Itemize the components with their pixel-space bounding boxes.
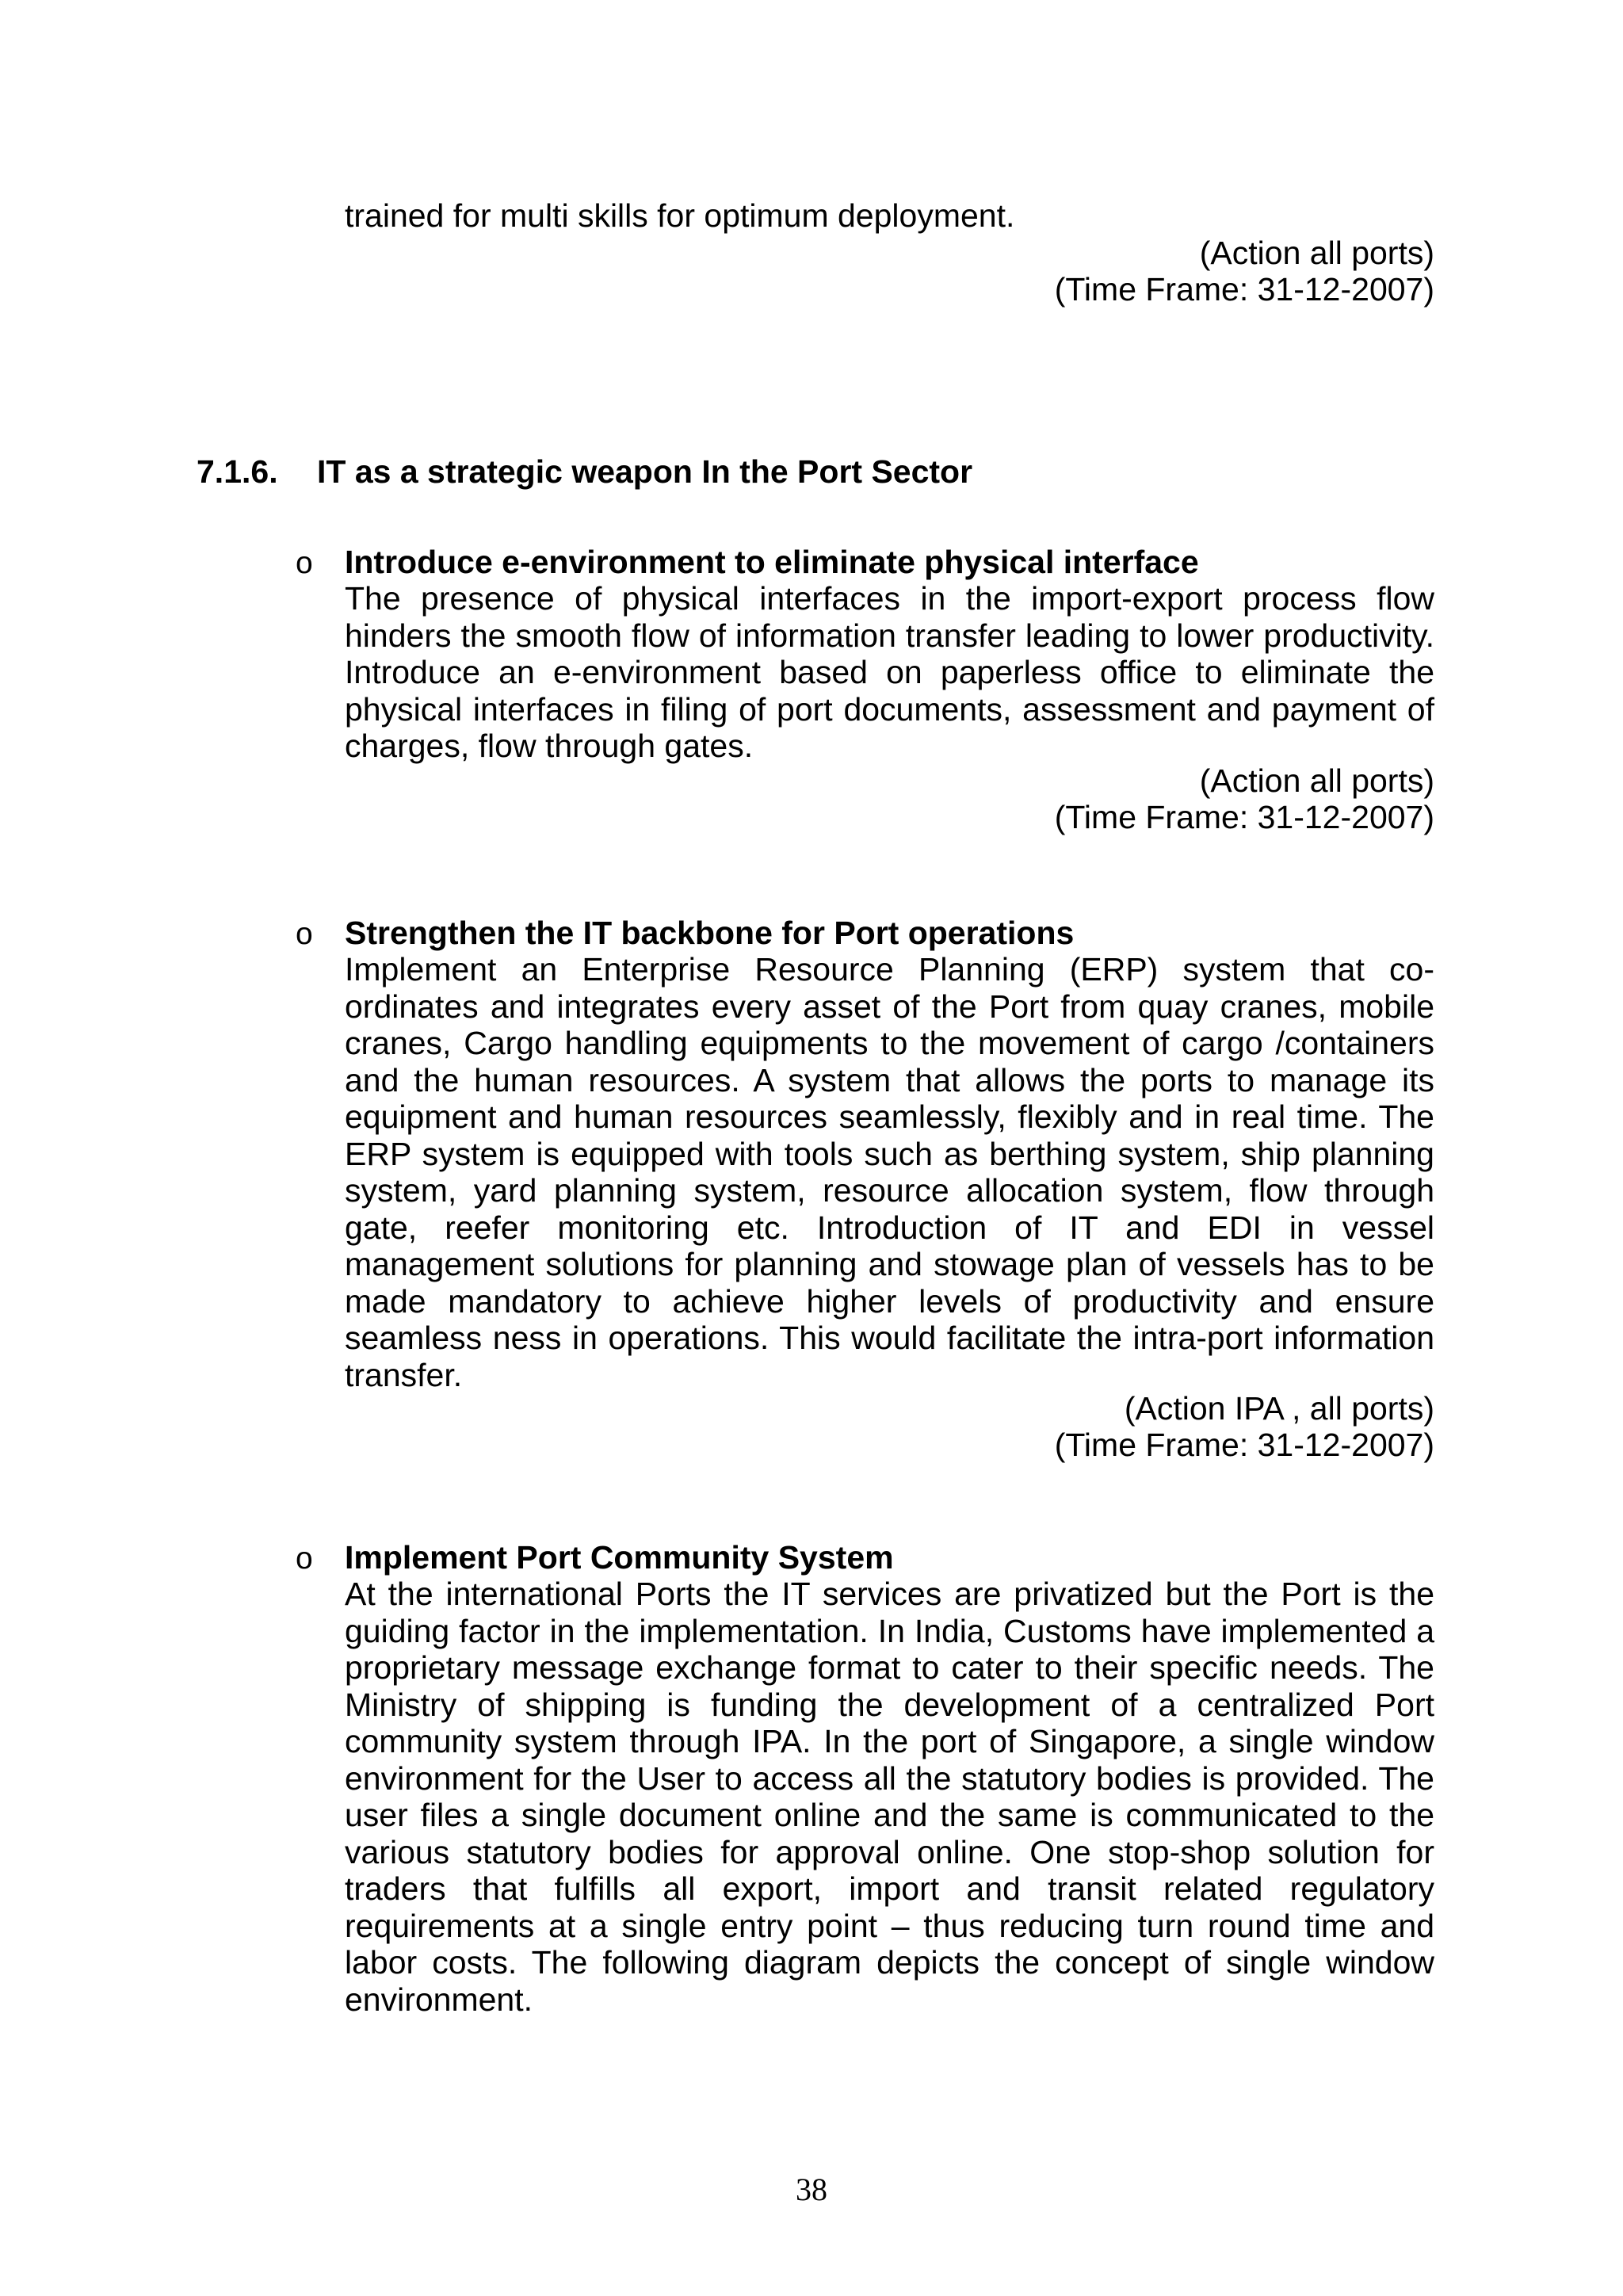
action-note: (Action all ports) xyxy=(1199,235,1434,271)
page-number: 38 xyxy=(796,2172,827,2207)
timeframe-note: (Time Frame: 31-12-2007) xyxy=(1054,271,1434,308)
section-heading xyxy=(197,453,972,490)
item-body: At the international Ports the IT services are privatized but the Port is the guiding factor in the implementation. In India, Customs have implemented a proprietary message exchange format to cater to their specific needs. The Ministry of shipping is funding the development of a centralized Port community system through IPA. In the port of Singapore, a single window environment for the User to access all the statutory bodies is provided. The user files a single document online and the same is communicated to the various statutory bodies for approval online. One stop-shop solution for traders that fulfills all export, import and transit related regulatory requirements at a single entry point – thus reducing turn round time and labor costs. The following diagram depicts the concept of single window environment. xyxy=(345,1576,1434,2018)
item-title: Implement Port Community System xyxy=(345,1539,894,1576)
bullet-marker: o xyxy=(296,546,313,580)
continuation-text: trained for multi skills for optimum deployment. xyxy=(345,197,1015,234)
bullet-marker: o xyxy=(296,1541,313,1576)
section-number: 7.1.6. xyxy=(197,453,278,490)
bullet-marker: o xyxy=(296,917,313,951)
item-body: The presence of physical interfaces in the import-export process flow hinders the smooth flow of information transfer leading to lower productivity. Introduce an e-environment based on paperless office to eliminate the physical interfaces in filing of port documents, assessment and payment of charges, flow through gates. xyxy=(345,580,1434,764)
timeframe-note: (Time Frame: 31-12-2007) xyxy=(1054,799,1434,835)
action-note: (Action IPA , all ports) xyxy=(1124,1390,1434,1427)
timeframe-note: (Time Frame: 31-12-2007) xyxy=(1054,1427,1434,1463)
item-body: Implement an Enterprise Resource Planning (ERP) system that co-ordinates and integrates every asset of the Port from quay cranes, mobile cranes, Cargo handling equipments to the movement of cargo /containers and the human resources. A system that allows the ports to manage its equipment and human resources seamlessly, flexibly and in real time. The ERP system is equipped with tools such as berthing system, ship planning system, yard planning system, resource allocation system, flow through gate, reefer monitoring etc. Introduction of IT and EDI in vessel management solutions for planning and stowage plan of vessels has to be made mandatory to achieve higher levels of productivity and ensure seamless ness in operations. This would facilitate the intra-port information transfer. xyxy=(345,951,1434,1393)
item-title: Strengthen the IT backbone for Port operations xyxy=(345,915,1075,951)
action-note: (Action all ports) xyxy=(1199,762,1434,799)
section-title: IT as a strategic weapon In the Port Sector xyxy=(317,453,973,490)
item-title: Introduce e-environment to eliminate physical interface xyxy=(345,544,1199,580)
